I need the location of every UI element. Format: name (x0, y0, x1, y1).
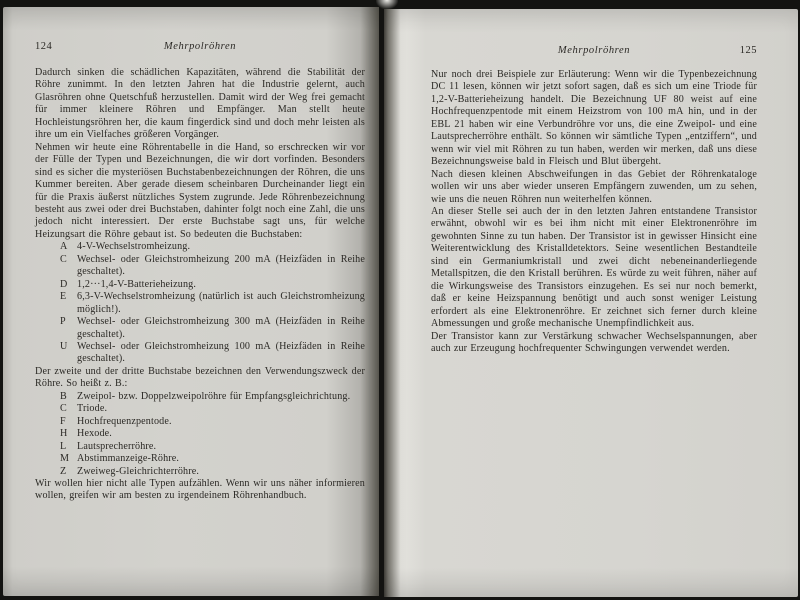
page-body-left (35, 67, 365, 503)
code-letter: E (60, 291, 67, 303)
page-body-right (431, 69, 757, 355)
paragraph-second-letter: Der zweite und der dritte Buchstabe bezeichnen den Verwendungszweck der Röhre. So heißt z. B.: (35, 365, 365, 390)
page-left (3, 7, 379, 596)
code-description: Abstimmanzeige-Röhre. (77, 453, 180, 465)
page-right (384, 9, 798, 597)
running-head-right: Mehrpolröhren (557, 45, 631, 56)
code-description: Hochfrequenzpentode. (77, 415, 172, 427)
code-description: Wechsel- oder Gleichstromheizung 100 mA (Heizfäden in Reihe geschaltet). (77, 340, 365, 365)
code-description: Zweiweg-Gleichrichterröhre. (77, 465, 200, 477)
code-description: 1,2···1,4-V-Batterieheizung. (77, 278, 197, 290)
list-item (35, 241, 365, 253)
list-item (35, 403, 365, 415)
code-description: 6,3-V-Wechselstromheizung (natürlich ist auch Gleichstromheizung möglich!). (77, 291, 365, 315)
code-letter: B (60, 390, 67, 402)
paragraph-handbook: Wir wollen hier nicht alle Typen aufzählen. Wenn wir uns näher informieren wollen, greifen wir am besten zu irgendeinem Röhrenhandbuch. (35, 477, 365, 502)
gutter-top-highlight (376, 0, 398, 9)
list-item (35, 441, 365, 453)
heating-code-list (35, 241, 365, 366)
code-letter: A (60, 241, 68, 253)
list-item (35, 453, 365, 465)
code-letter: C (60, 403, 67, 415)
code-letter: P (60, 316, 66, 328)
code-description: Lautsprecherröhre. (77, 440, 157, 452)
code-letter: U (60, 340, 68, 352)
page-number-left: 124 (35, 41, 53, 52)
list-item (35, 341, 365, 366)
code-letter: C (60, 253, 67, 265)
purpose-code-list (35, 391, 365, 478)
code-letter: L (60, 440, 67, 452)
code-letter: Z (60, 465, 67, 477)
code-description: Wechsel- oder Gleichstromheizung 200 mA (Heizfäden in Reihe geschaltet). (77, 253, 365, 278)
list-item (35, 316, 365, 341)
running-head-left: Mehrpolröhren (163, 41, 237, 52)
page-header-right (431, 45, 757, 56)
list-item (35, 416, 365, 428)
code-description: Wechsel- oder Gleichstromheizung 300 mA (Heizfäden in Reihe geschaltet). (77, 316, 365, 340)
paragraph-transistor: An dieser Stelle sei auch der in den letzten Jahren entstandene Transistor erwähnt, obwohl wir es bei ihm nicht mit einer Elektronenröhre im gewohnten Sinne zu tun haben. Der Transistor ist in gewisser Hinsicht eine Weiterentwicklung des Kristalldetektors. Seine wesentlichen Bestandteile sind ein Germaniumkristall und zwei dicht nebeneinanderliegende Metallspitzen, die den Kristall berühren. Es würde zu weit führen, näher auf die Wirkungsweise des Transistors einzugehen. Es sei nur noch bemerkt, daß er keine Heizspannung benötigt und auch sonst weniger Leistung erfordert als eine Elektronenröhre. Er zeichnet sich ferner durch kleine Abmessungen und große mechanische Unempfindlichkeit aus. (431, 205, 757, 330)
code-letter: M (60, 453, 70, 465)
code-description: Zweipol- bzw. Doppelzweipolröhre für Empfangsgleichrichtung. (77, 390, 351, 402)
paragraph-examples: Nur noch drei Beispiele zur Erläuterung: Wenn wir die Typenbezeichnung DC 11 lesen, können wir jetzt sofort sagen, daß es sich um eine Triode für 1,2-V-Batterieheizung handelt. Die Bezeichnung UF 80 weist auf eine Hochfrequenzpentode mit einem Heizstrom von 100 mA hin, und in der EBL 21 haben wir eine Verbundröhre vor uns, die eine Zweipol- und eine Lautsprecherröhre enthält. So können wir sämtliche Typen „entziffern“, und wenn wir viel mit Röhren zu tun haben, werden wir merken, daß uns diese Bezeichnungsweise bald in Fleisch und Blut übergeht. (431, 69, 757, 168)
code-letter: H (60, 428, 68, 440)
list-item (35, 279, 365, 291)
list-item (35, 466, 365, 478)
list-item (35, 391, 365, 403)
code-letter: D (60, 278, 68, 290)
paragraph-capacitance: Dadurch sinken die schädlichen Kapazitäten, während die Stabilität der Röhre zunimmt. In den letzten Jahren hat die Industrie gelernt, auch Glasröhren ohne Quetschfuß herzustellen. Damit wird der Weg frei gemacht für immer kleinere Röhren und Empfänger. Man stellt heute Hochleistungsröhren her, die kaum fingerdick sind und doch mehr leisten als ihre um ein Vielfaches größeren Vorgänger. (35, 67, 365, 141)
list-item (35, 428, 365, 440)
list-item (35, 254, 365, 279)
code-description: 4-V-Wechselstromheizung. (77, 241, 191, 253)
code-description: Triode. (77, 403, 108, 415)
page-number-right: 125 (739, 45, 757, 56)
paragraph-tube-table: Nehmen wir heute eine Röhrentabelle in die Hand, so erschrecken wir vor der Fülle der Typen und Bezeichnungen, die wir dort vorfinden. Besonders sind es sicher die mysteriösen Buchstabenbezeichnungen der Röhren, die uns Kummer bereiten. Aber gerade diesem scheinbaren Durcheinander liegt ein für die Praxis äußerst nützliches System zugrunde. Jede Röhrenbezeichnung besteht aus zwei oder drei Buchstaben, dahinter folgt noch eine Zahl, die uns jedoch nicht interessiert. Der erste Buchstabe sagt uns, für welche Heizungsart die Röhre gebaut ist. So bedeuten die Buchstaben: (35, 141, 365, 240)
code-description: Hexode. (77, 428, 112, 440)
page-header-left (35, 41, 365, 52)
paragraph-transistor-uses: Der Transistor kann zur Verstärkung schwacher Wechselspannungen, aber auch zur Erzeugung hochfrequenter Schwingungen verwendet werden. (431, 330, 757, 354)
code-letter: F (60, 415, 66, 427)
paragraph-back-to-receivers: Nach diesen kleinen Abschweifungen in das Gebiet der Röhrenkataloge wollen wir uns aber wieder unseren Empfängern zuwenden, um zu sehen, wie uns die neuen Röhren nun weiterhelfen können. (431, 168, 757, 205)
list-item (35, 291, 365, 316)
